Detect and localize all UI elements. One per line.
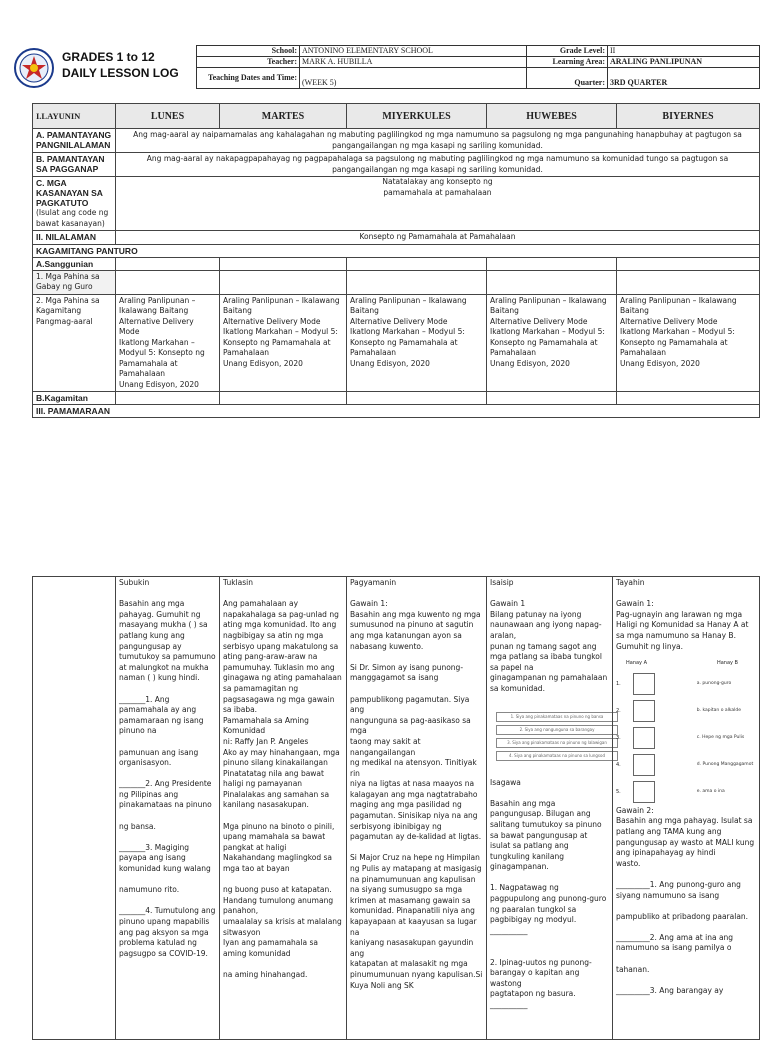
police-station-icon [633, 727, 655, 749]
nilalaman-label: II. NILALAMAN [33, 231, 116, 245]
form-title-line1: GRADES 1 to 12 [62, 50, 155, 64]
grade-label: Grade Level: [527, 46, 608, 57]
day-header-row [33, 104, 760, 129]
subukin-text: Subukin Basahin ang mga pahayag. Gumuhit ng masayang mukha ( ) sa patlang kung ang pangungusap ay tumutukoy sa pamumuno at malungkot na mukha naman ( ) kung hindi. _______1. Ang pamamahala ay ang pamamaraan ng isang pinuno na pamunuan ang isang organisasyon. _______2. Ang Presidente ng Pilipinas ang pinakamataas na pinuno ng bansa. _______3. Magiging payapa ang isang komunidad kung walang namumuno rito. _______4. Tumutulong ang pinuno upang mapabilis ang pag aksyon sa mga problema katulad ng pagsugpo sa COVID-19. [119, 578, 216, 958]
day-header-biyernes: BIYERNES [617, 104, 760, 129]
kasanayan-note: (Isulat ang code ng bawat kasanayan) [36, 208, 109, 228]
nilalaman-text: Konsepto ng Pamamahala at Pamahalaan [116, 231, 760, 245]
day-header-martes: MARTES [220, 104, 347, 129]
matching-row: 1. a. punong-guro [616, 671, 756, 698]
matching-row: 5. e. ama o ina [616, 779, 756, 806]
dates-value: (WEEK 5) [300, 68, 527, 89]
school-label: School: [197, 46, 300, 57]
gawain-2-text: Gawain 2: Basahin ang mga pahayag. Isulat sa patlang ang TAMA kung ang pangungusap ay wasto at MALI kung ang ipinapahayag ay hindi wasto. _________1. Ang punong-guro ang siyang namumuno sa isang pampubliko at pribadong paaralan. _________2. Ang ama at ina ang namumuno sa isang pamilya o tahanan. _________3. Ang barangay ay [616, 805, 755, 995]
isaisip-text: Isaisip Gawain 1 Bilang patunay na iyong naunawaan ang iyong napag-aralan, punan ng tamang sagot ang mga patlang sa ibaba tungkol sa papel na ginagampanan ng pamahalaan sa komunidad. [490, 578, 608, 693]
learning-area-value: ARALING PANLIPUNAN [608, 57, 760, 68]
barangay-hall-icon [633, 700, 655, 722]
layunin-header: I.LAYUNIN [33, 104, 116, 129]
answer-strip: 2. Siya ang nangunguna sa barangay [496, 725, 618, 735]
answer-strip: 3. Siya ang pinakamataas na pinuno ng lalawigan [496, 738, 618, 748]
deped-seal-icon [14, 48, 54, 88]
matching-row: 2. b. kapitan o alkalde [616, 698, 756, 725]
form-title-line2: DAILY LESSON LOG [62, 66, 179, 80]
day-header-miyerkules: MIYERKULES [347, 104, 487, 129]
reference-martes: Araling Panlipunan – Ikalawang Baitang Alternative Delivery Mode Ikatlong Markahan – Modyul 5: Konsepto ng Pamamahala at Pamahalaan Unang Edisyon, 2020 [220, 294, 347, 392]
gabay-ng-guro-label: 1. Mga Pahina sa Gabay ng Guro [33, 270, 116, 294]
pamantayang-pangnilalaman-label: A. PAMANTAYANG PANGNILALAMAN [33, 129, 116, 153]
kagamitan-label: B.Kagamitan [33, 392, 116, 405]
lesson-plan-table [32, 103, 760, 418]
dates-label: Teaching Dates and Time: [197, 68, 300, 89]
reference-lunes: Araling Panlipunan – Ikalawang Baitang Alternative Delivery Mode Ikatlong Markahan – Modyul 5: Konsepto ng Pamamahala at Pamahalaan Unang Edisyon, 2020 [116, 294, 220, 392]
reference-huwebes: Araling Panlipunan – Ikalawang Baitang Alternative Delivery Mode Ikatlong Markahan – Modyul 5: Konsepto ng Pamamahala at Pamahalaan Unang Edisyon, 2020 [487, 294, 617, 392]
pamantayan-sa-pagganap-text: Ang mag-aaral ay nakapagpapahayag ng pagpapahalaga sa pagsulong ng mabuting paglilingkod ng mga namumuno sa komunidad tungo sa pagtugon sa pangangailangan ng mga kasapi ng sariling komunidad. [116, 153, 760, 177]
kagamitang-panturo-label: KAGAMITANG PANTURO [33, 244, 760, 257]
answer-strip: 4. Siya ang pinakamataas na pinuno sa lungsod [496, 751, 618, 761]
quarter-label: Quarter: [527, 68, 608, 89]
teacher-label: Teacher: [197, 57, 300, 68]
grade-value: II [608, 46, 760, 57]
quarter-value: 3RD QUARTER [608, 68, 760, 89]
school-value: ANTONINO ELEMENTARY SCHOOL [300, 46, 527, 57]
isagawa-text: Isagawa Basahin ang mga pangungusap. Bilugan ang salitang tumutukoy sa pinuno sa bawat pangungusap at isulat sa patlang ang tungkuling kanilang ginagampanan. 1. Nagpatawag ng pagpupulong ang punong-guro ng paaralan tungkol sa pagbibigay ng modyul. __________ 2. Ipinag-uutos ng punong-barangay o kapitan ang wastong pagtatapon ng basura. __________ [490, 777, 607, 1009]
matching-row: 3. c. Hepe ng mga Pulis [616, 725, 756, 752]
procedure-martes [220, 577, 347, 1040]
reference-biyernes: Araling Panlipunan – Ikalawang Baitang Alternative Delivery Mode Ikatlong Markahan – Modyul 5: Konsepto ng Pamamahala at Pamahalaan Unang Edisyon, 2020 [617, 294, 760, 392]
hanay-b-label: Hanay B [716, 660, 738, 667]
tuklasin-text: Tuklasin Ang pamahalaan ay napakahalaga sa pag-unlad ng ating mga komunidad. Ito ang nagbibigay sa atin ng mga serbisyo upang makatulong sa ating pang-araw-araw na pamumuhay. Tuklasin mo ang ginagawa ng ating pamahalaan sa pamamagitan ng pagsasagawa ng mga gawain sa ibaba. Pamamahala sa Aming Komunidad ni: Raffy Jan P. Angeles Ako ay may hinahangaan, mga pinuno silang kinakailangan Pinatatatag nila ang bawat haligi ng pamayanan Pinalalakas ang samahan sa kanilang nasasakupan. Mga pinuno na binoto o pinili, upang mamahala sa bawat pangkat at haligi Nakahandang maglingkod sa mga tao at bayan ng buong puso at katapatan. Handang tumulong anumang panahon, umaalalay sa krisis at malalang sitwasyon Iyan ang pamamahala sa aming komunidad na aming hinahangad. [223, 578, 342, 979]
day-header-huwebes: HUWEBES [487, 104, 617, 129]
procedure-table [32, 576, 760, 1040]
procedure-label-cell [33, 577, 116, 1040]
answer-strip: 1. Siya ang pinakamataas na pinuno ng bansa [496, 712, 618, 722]
procedure-lunes [116, 577, 220, 1040]
matching-header [626, 658, 738, 669]
house-icon [633, 781, 655, 803]
tayahin-text: Tayahin Gawain 1: Pag-ugnayin ang larawan ng mga Haligi ng Komunidad sa Hanay A at sa mga namumuno sa Hanay B. Gumuhit ng linya. [616, 578, 749, 651]
kasanayan-label: C. MGA KASANAYAN SA PAGKATUTO [36, 178, 103, 208]
hanay-a-label: Hanay A [626, 660, 648, 667]
pagyamanin-text: Pagyamanin Gawain 1: Basahin ang mga kuwento ng mga sumusunod na pinuno at sagutin ang mga katanungan ayon sa nabasang kuwento. Si Dr. Simon ay isang punong-manggagamot sa isang pampublikong pagamutan. Siya ang nangunguna sa pag-aasikaso sa mga taong may sakit at nangangailangan ng medikal na atensyon. Tinitiyak rin niya na ligtas at nasa maayos na kalagayan ang mga nagtatrabaho maging ang mga pasilidad ng pagamutan. Sinisikap niya na ang serbisyong ibinibigay ng pagamutan ay de-kalidad at ligtas. Si Major Cruz na hepe ng Himpilan ng Pulis ay matapang at masigasig na pinamumunuan ang kapulisan na siyang sumusugpo sa mga krimen at masamang gawain sa komunidad. Pinapanatili niya ang kapayapaan at kaayusan sa lugar na kaniyang nasasakupan gayundin ang katapatan at malasakit ng mga pinumumunuan nyang kapulisan.Si Kuya Noli ang SK [350, 578, 483, 990]
day-header-lunes: LUNES [116, 104, 220, 129]
procedure-miyerkules [347, 577, 487, 1040]
pamamaraan-label: III. PAMAMARAAN [33, 405, 760, 418]
hospital-icon [633, 754, 655, 776]
kasanayan-text: Natatalakay ang konsepto ng pamamahala at pamahalaan [116, 177, 760, 231]
kasanayan-cell [33, 177, 116, 231]
procedure-biyernes [613, 577, 760, 1040]
pamantayan-sa-pagganap-label: B. PAMANTAYAN SA PAGGANAP [33, 153, 116, 177]
header-info-table [196, 45, 760, 89]
sanggunian-label: A.Sanggunian [33, 257, 116, 270]
school-building-icon [633, 673, 655, 695]
teacher-value: MARK A. HUBILLA [300, 57, 527, 68]
procedure-huwebes [487, 577, 613, 1040]
pamantayang-pangnilalaman-text: Ang mag-aaral ay naipamamalas ang kahalagahan ng mabuting paglilingkod ng mga namumuno sa pagsulong ng mga pangunahing hanapbuhay at pagtugon sa pangangailangan ng mga kasapi ng sariling komunidad. [116, 129, 760, 153]
kagamitang-pangmag-aaral-label: 2. Mga Pahina sa Kagamitang Pangmag-aaral [33, 294, 116, 392]
reference-miyerkules: Araling Panlipunan – Ikalawang Baitang Alternative Delivery Mode Ikatlong Markahan – Modyul 5: Konsepto ng Pamamahala at Pamahalaan Unang Edisyon, 2020 [347, 294, 487, 392]
matching-row: 4. d. Punong Manggagamot [616, 752, 756, 779]
learning-area-label: Learning Area: [527, 57, 608, 68]
